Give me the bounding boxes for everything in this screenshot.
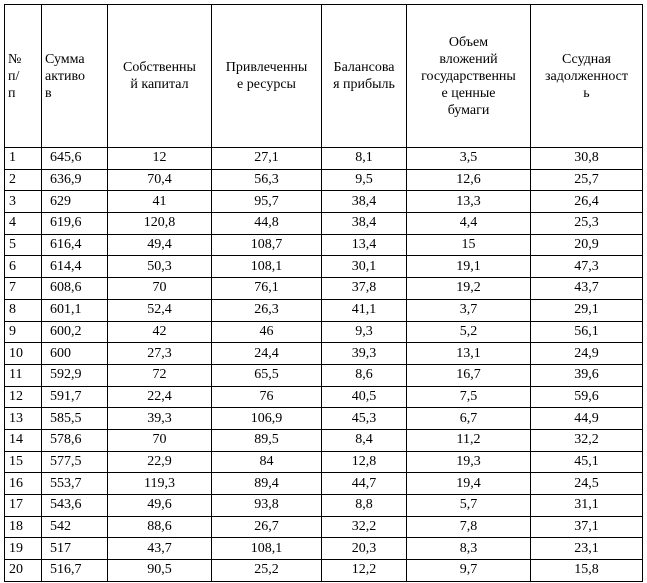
cell-row-index: 6 [5,256,42,278]
cell-row-index: 20 [5,560,42,582]
cell-borrowed-resources: 89,4 [212,473,322,495]
cell-total-assets: 516,7 [42,560,108,582]
cell-balance-profit: 40,5 [322,386,407,408]
cell-row-index: 4 [5,213,42,235]
header-number: № п/ п [5,5,42,148]
cell-loan-debt: 31,1 [531,495,643,517]
cell-loan-debt: 24,9 [531,343,643,365]
cell-balance-profit: 8,6 [322,364,407,386]
cell-total-assets: 629 [42,191,108,213]
cell-row-index: 5 [5,234,42,256]
cell-row-index: 1 [5,148,42,170]
table-row [5,451,643,473]
cell-borrowed-resources: 46 [212,321,322,343]
cell-loan-debt: 32,2 [531,429,643,451]
cell-securities-investment: 12,6 [407,169,531,191]
cell-total-assets: 553,7 [42,473,108,495]
table-row [5,148,643,170]
cell-securities-investment: 16,7 [407,364,531,386]
cell-borrowed-resources: 76 [212,386,322,408]
cell-equity-capital: 70,4 [108,169,212,191]
cell-securities-investment: 19,4 [407,473,531,495]
cell-borrowed-resources: 84 [212,451,322,473]
table-row [5,495,643,517]
cell-row-index: 18 [5,516,42,538]
cell-total-assets: 600 [42,343,108,365]
cell-loan-debt: 24,5 [531,473,643,495]
cell-total-assets: 542 [42,516,108,538]
cell-securities-investment: 3,5 [407,148,531,170]
cell-securities-investment: 15 [407,234,531,256]
cell-securities-investment: 3,7 [407,299,531,321]
cell-loan-debt: 15,8 [531,560,643,582]
cell-loan-debt: 25,7 [531,169,643,191]
cell-loan-debt: 26,4 [531,191,643,213]
cell-equity-capital: 70 [108,429,212,451]
cell-balance-profit: 8,4 [322,429,407,451]
cell-securities-investment: 19,3 [407,451,531,473]
cell-loan-debt: 37,1 [531,516,643,538]
cell-balance-profit: 8,8 [322,495,407,517]
table-row [5,343,643,365]
cell-balance-profit: 45,3 [322,408,407,430]
cell-borrowed-resources: 106,9 [212,408,322,430]
cell-securities-investment: 19,1 [407,256,531,278]
cell-total-assets: 619,6 [42,213,108,235]
cell-equity-capital: 120,8 [108,213,212,235]
cell-row-index: 17 [5,495,42,517]
cell-loan-debt: 59,6 [531,386,643,408]
cell-row-index: 19 [5,538,42,560]
cell-borrowed-resources: 25,2 [212,560,322,582]
cell-borrowed-resources: 93,8 [212,495,322,517]
cell-borrowed-resources: 89,5 [212,429,322,451]
cell-row-index: 12 [5,386,42,408]
table-row [5,516,643,538]
cell-equity-capital: 90,5 [108,560,212,582]
cell-balance-profit: 30,1 [322,256,407,278]
cell-equity-capital: 88,6 [108,516,212,538]
cell-borrowed-resources: 65,5 [212,364,322,386]
cell-balance-profit: 38,4 [322,213,407,235]
cell-row-index: 2 [5,169,42,191]
cell-balance-profit: 37,8 [322,278,407,300]
cell-balance-profit: 8,1 [322,148,407,170]
cell-equity-capital: 50,3 [108,256,212,278]
header-securities: Объем вложений государственны е ценные бумаги [407,5,531,148]
cell-borrowed-resources: 76,1 [212,278,322,300]
cell-row-index: 11 [5,364,42,386]
cell-total-assets: 636,9 [42,169,108,191]
cell-balance-profit: 41,1 [322,299,407,321]
cell-row-index: 7 [5,278,42,300]
cell-loan-debt: 56,1 [531,321,643,343]
cell-row-index: 3 [5,191,42,213]
header-loans: Ссудная задолженност ь [531,5,643,148]
table-row [5,299,643,321]
table-row [5,386,643,408]
cell-balance-profit: 44,7 [322,473,407,495]
cell-balance-profit: 13,4 [322,234,407,256]
cell-securities-investment: 13,1 [407,343,531,365]
cell-loan-debt: 39,6 [531,364,643,386]
cell-equity-capital: 119,3 [108,473,212,495]
cell-equity-capital: 12 [108,148,212,170]
cell-borrowed-resources: 95,7 [212,191,322,213]
cell-balance-profit: 32,2 [322,516,407,538]
cell-loan-debt: 45,1 [531,451,643,473]
cell-row-index: 15 [5,451,42,473]
table-row [5,473,643,495]
cell-equity-capital: 70 [108,278,212,300]
cell-row-index: 16 [5,473,42,495]
table-row [5,256,643,278]
cell-equity-capital: 22,9 [108,451,212,473]
cell-loan-debt: 30,8 [531,148,643,170]
cell-balance-profit: 20,3 [322,538,407,560]
cell-balance-profit: 9,5 [322,169,407,191]
cell-securities-investment: 4,4 [407,213,531,235]
cell-total-assets: 645,6 [42,148,108,170]
cell-borrowed-resources: 108,7 [212,234,322,256]
bank-indicators-table [4,4,643,582]
cell-equity-capital: 42 [108,321,212,343]
cell-borrowed-resources: 44,8 [212,213,322,235]
cell-borrowed-resources: 27,1 [212,148,322,170]
cell-equity-capital: 52,4 [108,299,212,321]
cell-borrowed-resources: 24,4 [212,343,322,365]
cell-equity-capital: 39,3 [108,408,212,430]
header-row [5,5,643,148]
cell-loan-debt: 23,1 [531,538,643,560]
cell-total-assets: 600,2 [42,321,108,343]
cell-borrowed-resources: 26,7 [212,516,322,538]
cell-equity-capital: 72 [108,364,212,386]
cell-total-assets: 591,7 [42,386,108,408]
cell-row-index: 13 [5,408,42,430]
table-row [5,213,643,235]
table-row [5,321,643,343]
cell-total-assets: 608,6 [42,278,108,300]
cell-borrowed-resources: 56,3 [212,169,322,191]
cell-total-assets: 616,4 [42,234,108,256]
table-row [5,191,643,213]
table-row [5,278,643,300]
cell-loan-debt: 47,3 [531,256,643,278]
cell-loan-debt: 43,7 [531,278,643,300]
cell-loan-debt: 29,1 [531,299,643,321]
cell-row-index: 14 [5,429,42,451]
cell-loan-debt: 44,9 [531,408,643,430]
table-row [5,560,643,582]
cell-total-assets: 614,4 [42,256,108,278]
cell-securities-investment: 5,2 [407,321,531,343]
cell-total-assets: 578,6 [42,429,108,451]
cell-balance-profit: 39,3 [322,343,407,365]
cell-securities-investment: 8,3 [407,538,531,560]
table-body [5,148,643,582]
cell-securities-investment: 6,7 [407,408,531,430]
cell-total-assets: 585,5 [42,408,108,430]
cell-total-assets: 517 [42,538,108,560]
cell-borrowed-resources: 26,3 [212,299,322,321]
cell-total-assets: 577,5 [42,451,108,473]
cell-row-index: 9 [5,321,42,343]
cell-equity-capital: 27,3 [108,343,212,365]
cell-equity-capital: 49,4 [108,234,212,256]
cell-row-index: 10 [5,343,42,365]
header-assets: Сумма активо в [42,5,108,148]
table-header [5,5,643,148]
table-row [5,408,643,430]
cell-loan-debt: 20,9 [531,234,643,256]
cell-securities-investment: 13,3 [407,191,531,213]
header-borrowed: Привлеченны е ресурсы [212,5,322,148]
table-row [5,234,643,256]
cell-borrowed-resources: 108,1 [212,538,322,560]
cell-balance-profit: 12,2 [322,560,407,582]
table-row [5,429,643,451]
cell-equity-capital: 43,7 [108,538,212,560]
table-row [5,169,643,191]
cell-securities-investment: 9,7 [407,560,531,582]
cell-balance-profit: 9,3 [322,321,407,343]
cell-equity-capital: 49,6 [108,495,212,517]
cell-securities-investment: 7,8 [407,516,531,538]
header-profit: Балансова я прибыль [322,5,407,148]
cell-securities-investment: 5,7 [407,495,531,517]
cell-row-index: 8 [5,299,42,321]
cell-securities-investment: 11,2 [407,429,531,451]
cell-loan-debt: 25,3 [531,213,643,235]
table-row [5,538,643,560]
header-equity: Собственны й капитал [108,5,212,148]
table-row [5,364,643,386]
cell-securities-investment: 19,2 [407,278,531,300]
cell-borrowed-resources: 108,1 [212,256,322,278]
cell-total-assets: 543,6 [42,495,108,517]
cell-balance-profit: 38,4 [322,191,407,213]
cell-securities-investment: 7,5 [407,386,531,408]
cell-equity-capital: 41 [108,191,212,213]
cell-equity-capital: 22,4 [108,386,212,408]
cell-total-assets: 601,1 [42,299,108,321]
cell-total-assets: 592,9 [42,364,108,386]
cell-balance-profit: 12,8 [322,451,407,473]
